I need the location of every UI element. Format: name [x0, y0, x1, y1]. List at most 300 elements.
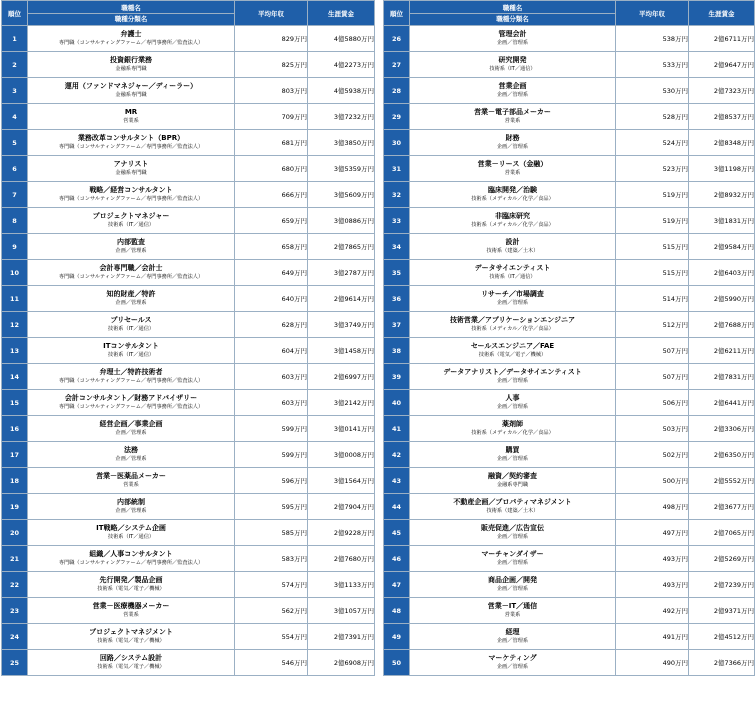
- table-row: [384, 312, 755, 338]
- job-category: 専門職（コンサルティングファーム／専門事務所／監査法人）: [58, 273, 204, 280]
- avg-income-cell: 583万円: [235, 546, 308, 572]
- rank-cell: 12: [2, 312, 28, 338]
- job-cell: [28, 442, 235, 468]
- job-category: 営業系: [123, 117, 139, 124]
- job-cell: [28, 338, 235, 364]
- job-cell: [410, 182, 616, 208]
- job-cell: [28, 260, 235, 286]
- job-cell: [410, 494, 616, 520]
- header-avg-income: 平均年収: [235, 1, 308, 26]
- header-job-name: 職種名: [28, 3, 234, 14]
- job-category: 金融系専門職: [115, 91, 147, 98]
- avg-income-cell: 562万円: [235, 598, 308, 624]
- avg-income-cell: 628万円: [235, 312, 308, 338]
- job-cell: [28, 520, 235, 546]
- job-cell: [28, 26, 235, 52]
- job-category: 企画／管理系: [496, 637, 529, 644]
- job-cell: [410, 624, 616, 650]
- job-cell: [28, 78, 235, 104]
- lifetime-wage-cell: 2億4512万円: [689, 624, 755, 650]
- job-cell: [28, 312, 235, 338]
- lifetime-wage-cell: 3億1564万円: [308, 468, 375, 494]
- job-category: 企画／管理系: [115, 507, 147, 514]
- rank-cell: 3: [2, 78, 28, 104]
- job-category: 技術系（IT／通信）: [489, 65, 536, 72]
- lifetime-wage-cell: 3億1198万円: [689, 156, 755, 182]
- rank-cell: 34: [384, 234, 410, 260]
- job-name: 営業－IT／通信: [487, 601, 538, 610]
- job-cell: [410, 572, 616, 598]
- job-category: 技術系（電気／電子／機械）: [97, 637, 165, 644]
- table-row: [2, 104, 375, 130]
- table-row: [2, 338, 375, 364]
- lifetime-wage-cell: 2億6441万円: [689, 390, 755, 416]
- table-row: [2, 286, 375, 312]
- job-name: マーケティング: [488, 653, 537, 662]
- table-row: [384, 182, 755, 208]
- job-category: 営業系: [123, 481, 139, 488]
- lifetime-wage-cell: 2億7239万円: [689, 572, 755, 598]
- rank-cell: 27: [384, 52, 410, 78]
- lifetime-wage-cell: 2億8932万円: [689, 182, 755, 208]
- job-category: 技術系（IT／通信）: [489, 273, 536, 280]
- job-name: 弁護士: [120, 29, 142, 38]
- table-row: [2, 624, 375, 650]
- job-cell: [410, 286, 616, 312]
- table-row: [384, 208, 755, 234]
- table-row: [2, 494, 375, 520]
- table-row: [2, 312, 375, 338]
- table-row: [2, 260, 375, 286]
- job-name: プロジェクトマネジャー: [92, 211, 170, 220]
- header-rank: 順位: [384, 1, 410, 26]
- lifetime-wage-cell: 3億5359万円: [308, 156, 375, 182]
- job-name: 商品企画／開発: [488, 575, 537, 584]
- job-category: 企画／管理系: [496, 585, 529, 592]
- avg-income-cell: 599万円: [235, 416, 308, 442]
- lifetime-wage-cell: 2億9614万円: [308, 286, 375, 312]
- table-row: [384, 260, 755, 286]
- rank-cell: 45: [384, 520, 410, 546]
- job-cell: [28, 598, 235, 624]
- lifetime-wage-cell: 2億7065万円: [689, 520, 755, 546]
- rank-cell: 39: [384, 364, 410, 390]
- job-name: 会計コンサルタント／財務アドバイザリー: [64, 393, 198, 402]
- avg-income-cell: 493万円: [616, 546, 689, 572]
- avg-income-cell: 595万円: [235, 494, 308, 520]
- avg-income-cell: 574万円: [235, 572, 308, 598]
- lifetime-wage-cell: 2億6350万円: [689, 442, 755, 468]
- rank-cell: 21: [2, 546, 28, 572]
- avg-income-cell: 519万円: [616, 208, 689, 234]
- table-row: [384, 338, 755, 364]
- lifetime-wage-cell: 4億2273万円: [308, 52, 375, 78]
- header-avg-income: 平均年収: [616, 1, 689, 26]
- rank-cell: 29: [384, 104, 410, 130]
- rank-cell: 47: [384, 572, 410, 598]
- lifetime-wage-cell: 2億3306万円: [689, 416, 755, 442]
- job-cell: [410, 364, 616, 390]
- avg-income-cell: 803万円: [235, 78, 308, 104]
- lifetime-wage-cell: 2億6908万円: [308, 650, 375, 676]
- table-row: [384, 546, 755, 572]
- rank-cell: 38: [384, 338, 410, 364]
- job-name: 研究開発: [498, 55, 527, 64]
- lifetime-wage-cell: 4億5880万円: [308, 26, 375, 52]
- lifetime-wage-cell: 3億3850万円: [308, 130, 375, 156]
- avg-income-cell: 658万円: [235, 234, 308, 260]
- table-row: [2, 572, 375, 598]
- job-name: 臨床開発／治験: [488, 185, 537, 194]
- avg-income-cell: 666万円: [235, 182, 308, 208]
- job-cell: [28, 468, 235, 494]
- job-name: 業務改革コンサルタント（BPR）: [77, 133, 185, 142]
- job-name: ITコンサルタント: [103, 341, 159, 350]
- lifetime-wage-cell: 3億3749万円: [308, 312, 375, 338]
- lifetime-wage-cell: 2億6403万円: [689, 260, 755, 286]
- rank-cell: 49: [384, 624, 410, 650]
- avg-income-cell: 649万円: [235, 260, 308, 286]
- rank-cell: 28: [384, 78, 410, 104]
- rank-cell: 10: [2, 260, 28, 286]
- avg-income-cell: 519万円: [616, 182, 689, 208]
- job-name: セールスエンジニア／FAE: [470, 341, 555, 350]
- job-cell: [410, 650, 616, 676]
- table-row: [2, 78, 375, 104]
- job-name: アナリスト: [113, 159, 149, 168]
- ranking-table-right: [383, 0, 755, 676]
- job-name: 法務: [124, 445, 138, 454]
- job-cell: [28, 104, 235, 130]
- table-row: [384, 624, 755, 650]
- table-row: [2, 26, 375, 52]
- rank-cell: 13: [2, 338, 28, 364]
- job-name: 投資銀行業務: [110, 55, 152, 64]
- lifetime-wage-cell: 3億0141万円: [308, 416, 375, 442]
- job-category: 金融系専門職: [115, 169, 147, 176]
- avg-income-cell: 554万円: [235, 624, 308, 650]
- rank-cell: 41: [384, 416, 410, 442]
- rank-cell: 7: [2, 182, 28, 208]
- job-name: データアナリスト／データサイエンティスト: [443, 367, 582, 376]
- job-cell: [410, 260, 616, 286]
- job-cell: [28, 416, 235, 442]
- rank-cell: 5: [2, 130, 28, 156]
- rank-cell: 48: [384, 598, 410, 624]
- lifetime-wage-cell: 2億5990万円: [689, 286, 755, 312]
- job-category: 技術系（電気／電子／機械）: [97, 663, 165, 670]
- job-category: 企画／管理系: [496, 455, 529, 462]
- avg-income-cell: 604万円: [235, 338, 308, 364]
- job-category: 専門職（コンサルティングファーム／専門事務所／監査法人）: [58, 559, 204, 566]
- job-name: 営業企画: [498, 81, 527, 90]
- avg-income-cell: 491万円: [616, 624, 689, 650]
- job-category: 専門職（コンサルティングファーム／専門事務所／監査法人）: [58, 143, 204, 150]
- job-category: 技術系（電気／電子／機械）: [478, 351, 547, 358]
- table-row: [2, 208, 375, 234]
- table-row: [2, 156, 375, 182]
- job-cell: [410, 26, 616, 52]
- rank-cell: 9: [2, 234, 28, 260]
- table-row: [384, 26, 755, 52]
- table-row: [384, 650, 755, 676]
- job-category: 専門職（コンサルティングファーム／専門事務所／監査法人）: [58, 403, 204, 410]
- rank-cell: 32: [384, 182, 410, 208]
- lifetime-wage-cell: 3億1831万円: [689, 208, 755, 234]
- job-cell: [410, 104, 616, 130]
- job-category: 技術系（電気／電子／機械）: [97, 585, 165, 592]
- avg-income-cell: 599万円: [235, 442, 308, 468]
- table-row: [384, 286, 755, 312]
- rank-cell: 4: [2, 104, 28, 130]
- job-cell: [410, 598, 616, 624]
- avg-income-cell: 515万円: [616, 234, 689, 260]
- table-row: [384, 520, 755, 546]
- table-row: [384, 130, 755, 156]
- rank-cell: 22: [2, 572, 28, 598]
- job-cell: [28, 182, 235, 208]
- avg-income-cell: 596万円: [235, 468, 308, 494]
- job-name: 経理: [505, 627, 520, 636]
- job-category: 企画／管理系: [496, 663, 529, 670]
- table-header: [384, 1, 755, 26]
- lifetime-wage-cell: 2億6211万円: [689, 338, 755, 364]
- job-name: 営業－医薬品メーカー: [96, 471, 166, 480]
- job-cell: [28, 234, 235, 260]
- lifetime-wage-cell: 2億6997万円: [308, 364, 375, 390]
- job-cell: [28, 208, 235, 234]
- job-cell: [28, 572, 235, 598]
- lifetime-wage-cell: 2億9584万円: [689, 234, 755, 260]
- job-name: マーチャンダイザー: [481, 549, 544, 558]
- job-category: 専門職（コンサルティングファーム／専門事務所／監査法人）: [58, 39, 204, 46]
- rank-cell: 1: [2, 26, 28, 52]
- job-name: 人事: [505, 393, 520, 402]
- table-row: [384, 156, 755, 182]
- avg-income-cell: 709万円: [235, 104, 308, 130]
- job-name: 不動産企画／プロパティマネジメント: [453, 497, 572, 506]
- table-row: [2, 234, 375, 260]
- lifetime-wage-cell: 2億9647万円: [689, 52, 755, 78]
- header-job-name: 職種名: [410, 3, 615, 14]
- lifetime-wage-cell: 3億2787万円: [308, 260, 375, 286]
- job-name: 営業－電子部品メーカー: [474, 107, 551, 116]
- job-name: MR: [124, 107, 138, 116]
- rank-cell: 40: [384, 390, 410, 416]
- job-cell: [28, 650, 235, 676]
- job-category: 技術系（建築／土木）: [486, 507, 539, 514]
- job-name: プリセールス: [110, 315, 152, 324]
- table-row: [2, 520, 375, 546]
- rank-cell: 50: [384, 650, 410, 676]
- job-category: 営業系: [123, 611, 139, 618]
- job-category: 営業系: [504, 169, 521, 176]
- lifetime-wage-cell: 2億3677万円: [689, 494, 755, 520]
- avg-income-cell: 515万円: [616, 260, 689, 286]
- avg-income-cell: 512万円: [616, 312, 689, 338]
- job-category: 技術系（IT／通信）: [107, 533, 155, 540]
- job-name: 営業－医療機器メーカー: [92, 601, 170, 610]
- job-cell: [28, 286, 235, 312]
- table-row: [384, 494, 755, 520]
- avg-income-cell: 640万円: [235, 286, 308, 312]
- job-category: 企画／管理系: [115, 429, 147, 436]
- job-cell: [410, 546, 616, 572]
- rank-cell: 33: [384, 208, 410, 234]
- lifetime-wage-cell: 2億7688万円: [689, 312, 755, 338]
- job-category: 営業系: [504, 117, 521, 124]
- table-row: [384, 416, 755, 442]
- table-row: [2, 442, 375, 468]
- lifetime-wage-cell: 2億7323万円: [689, 78, 755, 104]
- job-category: 企画／管理系: [496, 403, 529, 410]
- table-row: [2, 416, 375, 442]
- job-name: 営業－リース（金融）: [477, 159, 548, 168]
- job-category: 企画／管理系: [115, 455, 147, 462]
- job-name: IT戦略／システム企画: [96, 523, 166, 532]
- avg-income-cell: 492万円: [616, 598, 689, 624]
- table-row: [384, 598, 755, 624]
- table-row: [384, 468, 755, 494]
- avg-income-cell: 507万円: [616, 338, 689, 364]
- job-name: 販売促進／広告宣伝: [481, 523, 544, 532]
- avg-income-cell: 680万円: [235, 156, 308, 182]
- avg-income-cell: 497万円: [616, 520, 689, 546]
- job-cell: [28, 546, 235, 572]
- table-row: [384, 52, 755, 78]
- avg-income-cell: 825万円: [235, 52, 308, 78]
- job-name: 経営企画／事業企画: [99, 419, 163, 428]
- header-job-category: 職種分類名: [496, 14, 529, 23]
- rank-cell: 16: [2, 416, 28, 442]
- lifetime-wage-cell: 2億7680万円: [308, 546, 375, 572]
- avg-income-cell: 538万円: [616, 26, 689, 52]
- job-name: 技術営業／アプリケーションエンジニア: [449, 315, 576, 324]
- avg-income-cell: 493万円: [616, 572, 689, 598]
- job-name: 財務: [505, 133, 520, 142]
- rank-cell: 6: [2, 156, 28, 182]
- job-category: 技術系（メディカル／化学／食品）: [471, 195, 554, 202]
- job-cell: [410, 416, 616, 442]
- header-job: [28, 1, 235, 26]
- job-cell: [410, 234, 616, 260]
- job-name: 会計専門職／会計士: [99, 263, 163, 272]
- rank-cell: 35: [384, 260, 410, 286]
- avg-income-cell: 528万円: [616, 104, 689, 130]
- table-row: [384, 78, 755, 104]
- lifetime-wage-cell: 3億5609万円: [308, 182, 375, 208]
- table-row: [2, 130, 375, 156]
- avg-income-cell: 524万円: [616, 130, 689, 156]
- header-lifetime-wage: 生涯賃金: [308, 1, 375, 26]
- lifetime-wage-cell: 3億1057万円: [308, 598, 375, 624]
- table-row: [2, 52, 375, 78]
- avg-income-cell: 507万円: [616, 364, 689, 390]
- rank-cell: 26: [384, 26, 410, 52]
- job-cell: [410, 130, 616, 156]
- rank-cell: 31: [384, 156, 410, 182]
- table-row: [2, 468, 375, 494]
- rank-cell: 2: [2, 52, 28, 78]
- job-cell: [410, 338, 616, 364]
- header-rank: 順位: [2, 1, 28, 26]
- lifetime-wage-cell: 3億0008万円: [308, 442, 375, 468]
- rank-cell: 17: [2, 442, 28, 468]
- job-name: 内部統制: [117, 497, 145, 506]
- job-category: 技術系（メディカル／化学／食品）: [471, 325, 554, 332]
- avg-income-cell: 514万円: [616, 286, 689, 312]
- avg-income-cell: 498万円: [616, 494, 689, 520]
- job-name: 弁理士／特許技術者: [99, 367, 163, 376]
- job-category: 企画／管理系: [496, 91, 529, 98]
- job-cell: [410, 468, 616, 494]
- job-name: 管理会計: [498, 29, 527, 38]
- avg-income-cell: 506万円: [616, 390, 689, 416]
- job-cell: [410, 52, 616, 78]
- avg-income-cell: 500万円: [616, 468, 689, 494]
- rank-cell: 8: [2, 208, 28, 234]
- lifetime-wage-cell: 3億2142万円: [308, 390, 375, 416]
- lifetime-wage-cell: 3億0886万円: [308, 208, 375, 234]
- job-category: 企画／管理系: [115, 299, 147, 306]
- avg-income-cell: 681万円: [235, 130, 308, 156]
- job-name: 購買: [505, 445, 520, 454]
- job-cell: [28, 494, 235, 520]
- rank-cell: 36: [384, 286, 410, 312]
- avg-income-cell: 502万円: [616, 442, 689, 468]
- job-cell: [28, 390, 235, 416]
- job-category: 技術系（IT／通信）: [107, 351, 155, 358]
- table-row: [384, 234, 755, 260]
- rank-cell: 37: [384, 312, 410, 338]
- avg-income-cell: 503万円: [616, 416, 689, 442]
- job-category: 専門職（コンサルティングファーム／専門事務所／監査法人）: [58, 377, 204, 384]
- rank-cell: 15: [2, 390, 28, 416]
- job-category: 営業系: [504, 611, 521, 618]
- lifetime-wage-cell: 2億9228万円: [308, 520, 375, 546]
- rank-cell: 20: [2, 520, 28, 546]
- table-row: [384, 572, 755, 598]
- table-row: [2, 390, 375, 416]
- job-cell: [28, 52, 235, 78]
- job-name: 内部監査: [117, 237, 145, 246]
- rank-cell: 14: [2, 364, 28, 390]
- job-category: 企画／管理系: [496, 299, 529, 306]
- avg-income-cell: 533万円: [616, 52, 689, 78]
- job-category: 金融系専門職: [115, 65, 147, 72]
- job-cell: [410, 520, 616, 546]
- avg-income-cell: 603万円: [235, 364, 308, 390]
- job-name: 回路／システム設計: [99, 653, 163, 662]
- header-job-category: 職種分類名: [114, 14, 148, 23]
- rank-cell: 46: [384, 546, 410, 572]
- rank-cell: 11: [2, 286, 28, 312]
- lifetime-wage-cell: 2億7865万円: [308, 234, 375, 260]
- avg-income-cell: 523万円: [616, 156, 689, 182]
- job-name: 設計: [505, 237, 520, 246]
- lifetime-wage-cell: 2億7366万円: [689, 650, 755, 676]
- job-cell: [28, 624, 235, 650]
- rank-cell: 23: [2, 598, 28, 624]
- rank-cell: 30: [384, 130, 410, 156]
- lifetime-wage-cell: 2億8537万円: [689, 104, 755, 130]
- job-category: 金融系専門職: [496, 481, 529, 488]
- job-category: 専門職（コンサルティングファーム／専門事務所／監査法人）: [58, 195, 204, 202]
- job-name: 運用（ファンドマネジャー／ディーラー）: [64, 81, 198, 90]
- header-lifetime-wage: 生涯賃金: [689, 1, 755, 26]
- job-cell: [410, 78, 616, 104]
- lifetime-wage-cell: 2億5552万円: [689, 468, 755, 494]
